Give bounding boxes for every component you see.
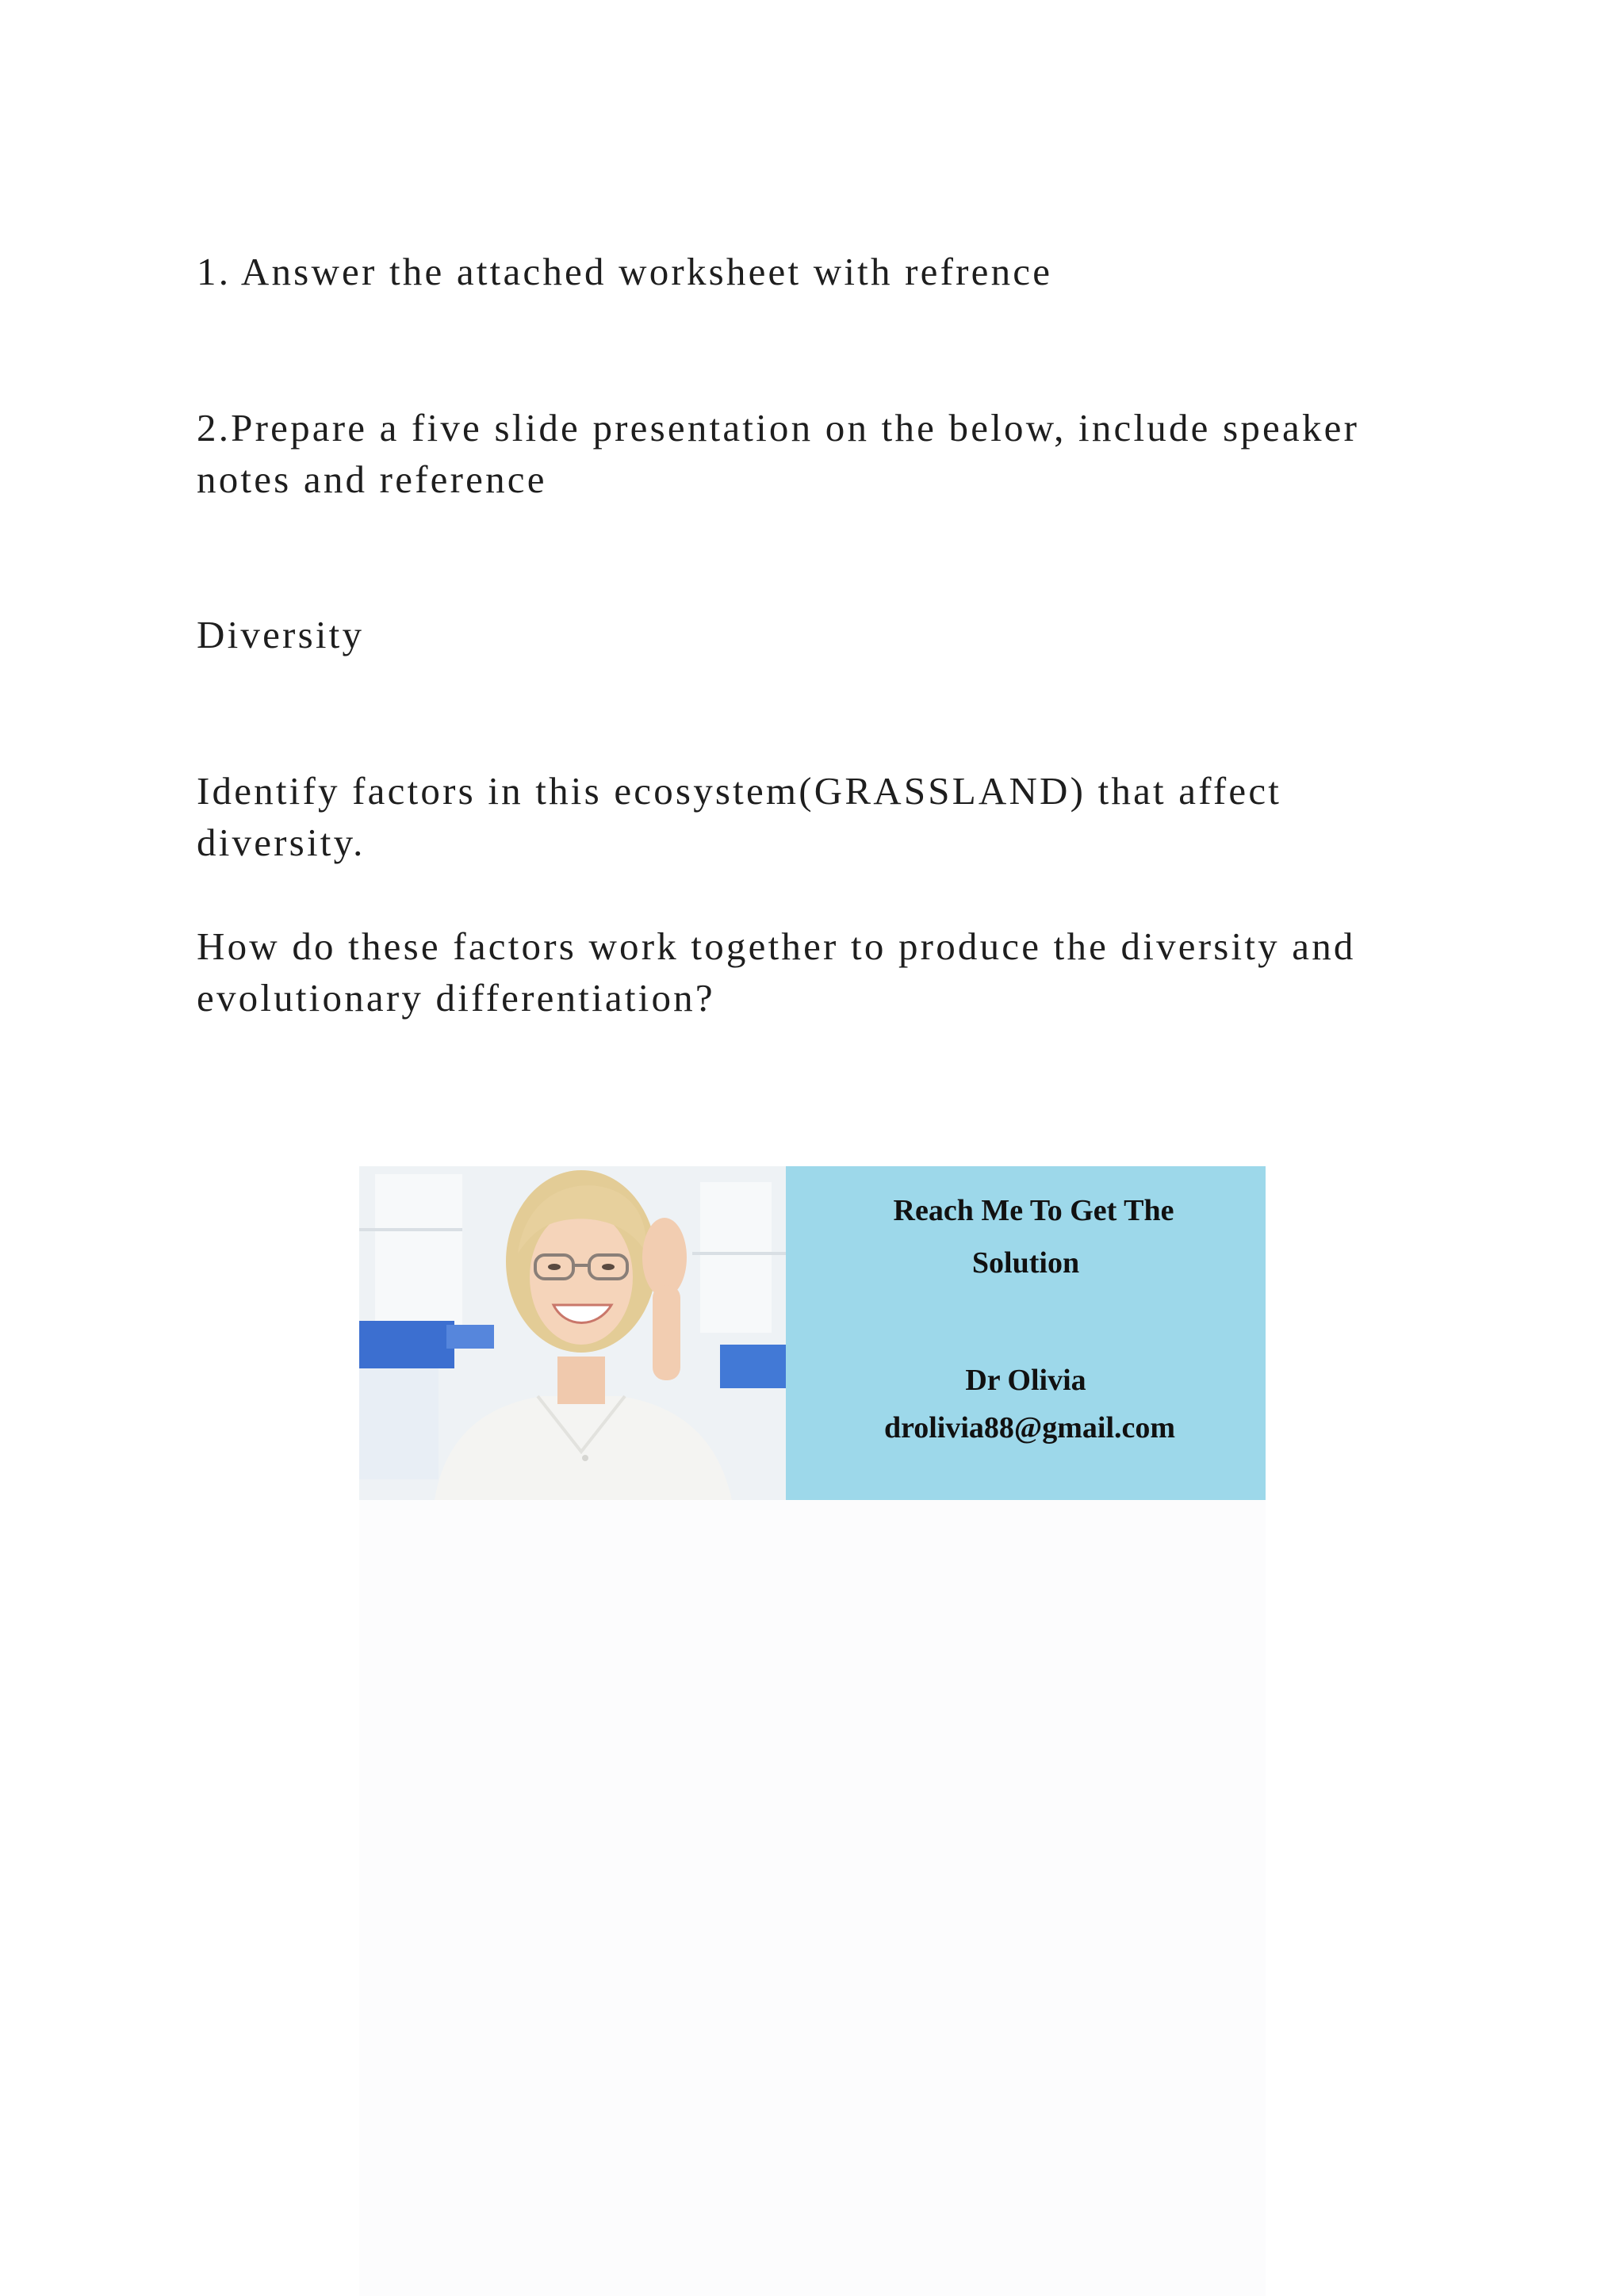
- banner-headline: Reach Me To Get The: [893, 1194, 1174, 1227]
- instruction-worksheet: 1. Answer the attached worksheet with refrence: [197, 250, 1053, 293]
- question-interaction: How do these factors work together to produce the diversity and evolutionary differentiation?: [197, 924, 1356, 1020]
- contact-email[interactable]: drolivia88@gmail.com: [883, 1411, 1176, 1445]
- topic-heading: Diversity: [197, 613, 365, 656]
- smiling-woman-photo: [359, 1166, 786, 1500]
- woman-portrait-illustration: [359, 1166, 786, 1500]
- question-factors: Identify factors in this ecosystem(GRASSLAND) that affect diversity.: [197, 769, 1282, 864]
- contact-info-panel: [786, 1166, 1266, 1500]
- contact-banner[interactable]: [359, 1166, 1266, 1500]
- banner-subheadline: Solution: [971, 1246, 1080, 1280]
- contact-name: Dr Olivia: [965, 1364, 1086, 1397]
- blank-area: [359, 1500, 1266, 2296]
- instruction-presentation: 2.Prepare a five slide presentation on the below, include speaker notes and reference: [197, 406, 1360, 501]
